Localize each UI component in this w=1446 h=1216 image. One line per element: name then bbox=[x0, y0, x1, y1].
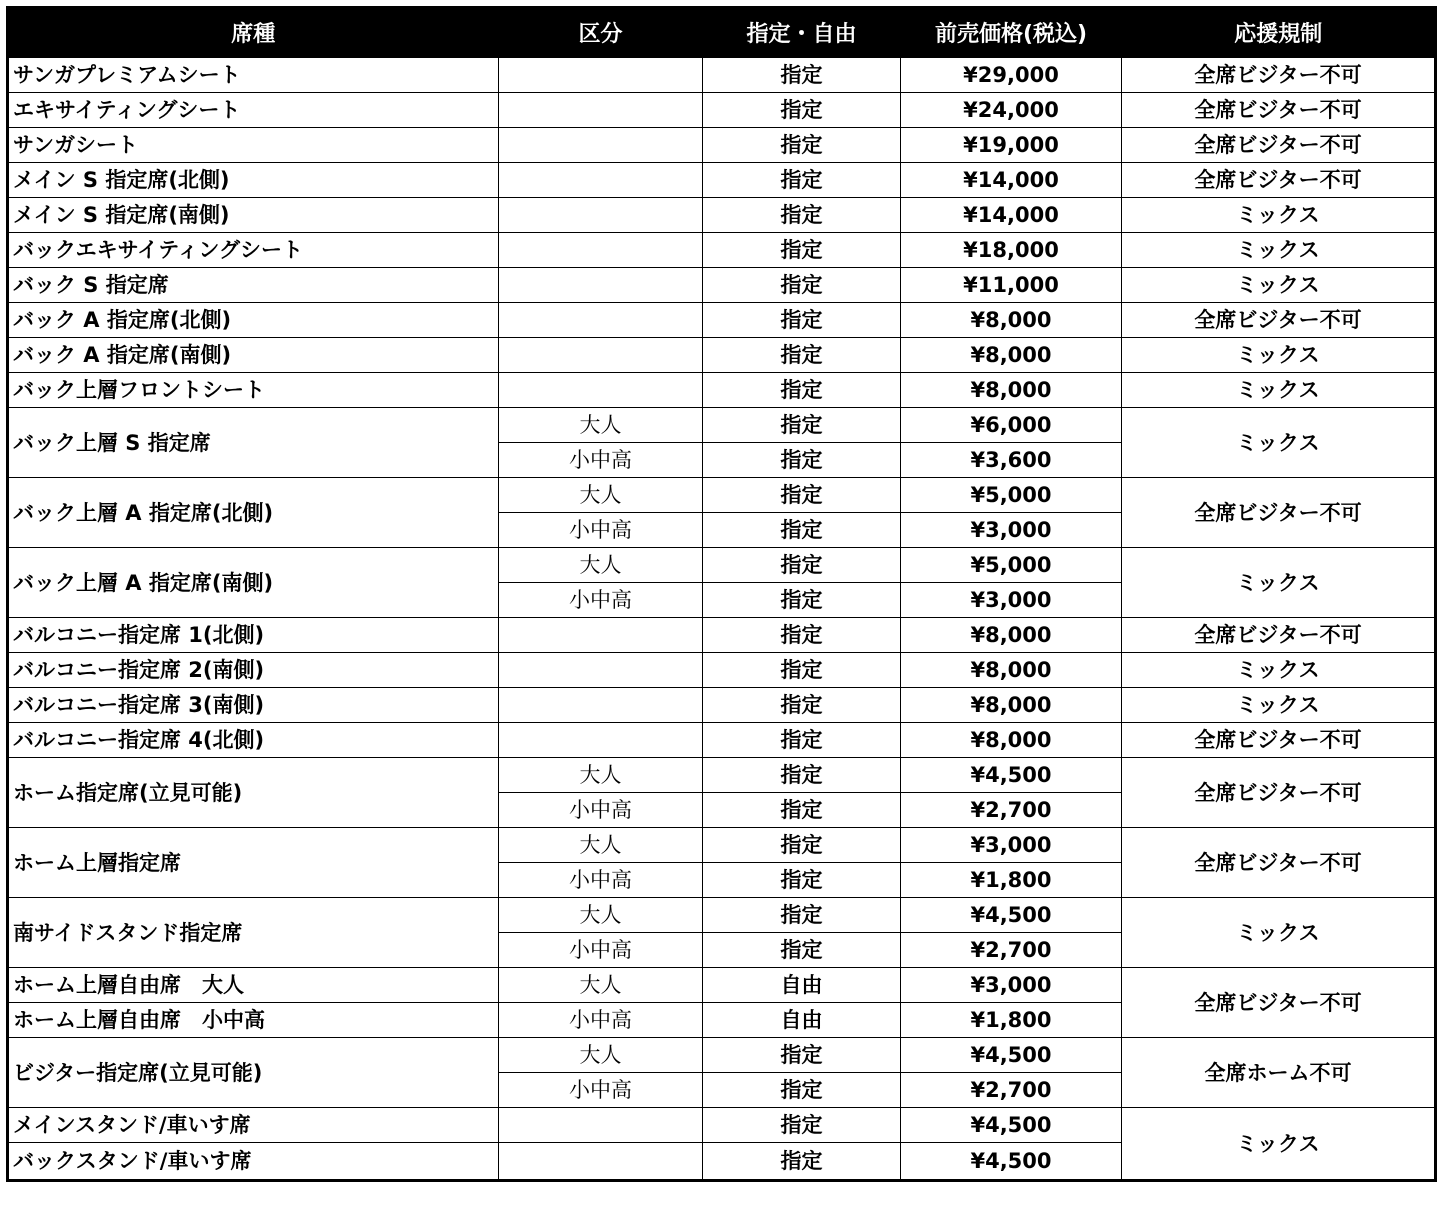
category-cell: 大人 bbox=[499, 408, 703, 443]
support-rule-cell: ミックス bbox=[1122, 198, 1436, 233]
seat-name-cell: バックエキサイティングシート bbox=[8, 233, 499, 268]
table-row bbox=[8, 758, 1436, 793]
support-rule-cell: ミックス bbox=[1122, 338, 1436, 373]
table-row bbox=[8, 128, 1436, 163]
ticket-price-table bbox=[6, 6, 1437, 1182]
category-cell bbox=[499, 268, 703, 303]
seat-name-cell: バック A 指定席(南側) bbox=[8, 338, 499, 373]
table-row bbox=[8, 93, 1436, 128]
category-cell bbox=[499, 233, 703, 268]
price-cell: ¥3,000 bbox=[901, 513, 1122, 548]
reserved-type-cell: 指定 bbox=[703, 443, 901, 478]
table-row bbox=[8, 163, 1436, 198]
reserved-type-cell: 指定 bbox=[703, 338, 901, 373]
seat-name-cell: メイン S 指定席(北側) bbox=[8, 163, 499, 198]
category-cell: 大人 bbox=[499, 758, 703, 793]
price-cell: ¥8,000 bbox=[901, 653, 1122, 688]
support-rule-cell: 全席ビジター不可 bbox=[1122, 968, 1436, 1038]
price-cell: ¥1,800 bbox=[901, 1003, 1122, 1038]
price-cell: ¥6,000 bbox=[901, 408, 1122, 443]
price-cell: ¥8,000 bbox=[901, 723, 1122, 758]
price-cell: ¥3,000 bbox=[901, 828, 1122, 863]
support-rule-cell: 全席ビジター不可 bbox=[1122, 163, 1436, 198]
reserved-type-cell: 指定 bbox=[703, 57, 901, 93]
reserved-type-cell: 指定 bbox=[703, 303, 901, 338]
category-cell bbox=[499, 338, 703, 373]
price-cell: ¥4,500 bbox=[901, 758, 1122, 793]
price-cell: ¥2,700 bbox=[901, 1073, 1122, 1108]
table-row bbox=[8, 828, 1436, 863]
seat-name-cell: 南サイドスタンド指定席 bbox=[8, 898, 499, 968]
header-advance-price: 前売価格(税込) bbox=[901, 8, 1122, 58]
table-row bbox=[8, 968, 1436, 1003]
table-row bbox=[8, 373, 1436, 408]
reserved-type-cell: 指定 bbox=[703, 863, 901, 898]
reserved-type-cell: 指定 bbox=[703, 758, 901, 793]
reserved-type-cell: 指定 bbox=[703, 1073, 901, 1108]
category-cell: 小中高 bbox=[499, 1073, 703, 1108]
price-cell: ¥14,000 bbox=[901, 198, 1122, 233]
reserved-type-cell: 指定 bbox=[703, 793, 901, 828]
reserved-type-cell: 指定 bbox=[703, 548, 901, 583]
seat-name-cell: バック上層 A 指定席(南側) bbox=[8, 548, 499, 618]
reserved-type-cell: 指定 bbox=[703, 233, 901, 268]
reserved-type-cell: 指定 bbox=[703, 1108, 901, 1143]
table-row bbox=[8, 198, 1436, 233]
support-rule-cell: 全席ビジター不可 bbox=[1122, 93, 1436, 128]
reserved-type-cell: 指定 bbox=[703, 513, 901, 548]
reserved-type-cell: 指定 bbox=[703, 583, 901, 618]
table-row bbox=[8, 688, 1436, 723]
seat-name-cell: バック上層フロントシート bbox=[8, 373, 499, 408]
support-rule-cell: 全席ビジター不可 bbox=[1122, 828, 1436, 898]
header-category: 区分 bbox=[499, 8, 703, 58]
seat-name-cell: ホーム上層自由席 小中高 bbox=[8, 1003, 499, 1038]
header-support-rule: 応援規制 bbox=[1122, 8, 1436, 58]
category-cell bbox=[499, 303, 703, 338]
category-cell bbox=[499, 198, 703, 233]
category-cell bbox=[499, 163, 703, 198]
price-cell: ¥14,000 bbox=[901, 163, 1122, 198]
category-cell bbox=[499, 1108, 703, 1143]
reserved-type-cell: 指定 bbox=[703, 128, 901, 163]
category-cell: 小中高 bbox=[499, 863, 703, 898]
table-row bbox=[8, 548, 1436, 583]
seat-name-cell: エキサイティングシート bbox=[8, 93, 499, 128]
price-cell: ¥8,000 bbox=[901, 373, 1122, 408]
category-cell: 小中高 bbox=[499, 933, 703, 968]
price-cell: ¥3,600 bbox=[901, 443, 1122, 478]
category-cell: 大人 bbox=[499, 828, 703, 863]
category-cell: 小中高 bbox=[499, 513, 703, 548]
support-rule-cell: 全席ビジター不可 bbox=[1122, 723, 1436, 758]
seat-name-cell: バックスタンド/車いす席 bbox=[8, 1143, 499, 1181]
reserved-type-cell: 指定 bbox=[703, 408, 901, 443]
reserved-type-cell: 指定 bbox=[703, 198, 901, 233]
seat-name-cell: バック上層 A 指定席(北側) bbox=[8, 478, 499, 548]
seat-name-cell: バルコニー指定席 3(南側) bbox=[8, 688, 499, 723]
seat-name-cell: サンガプレミアムシート bbox=[8, 57, 499, 93]
category-cell bbox=[499, 93, 703, 128]
price-cell: ¥19,000 bbox=[901, 128, 1122, 163]
category-cell bbox=[499, 618, 703, 653]
reserved-type-cell: 指定 bbox=[703, 933, 901, 968]
category-cell: 大人 bbox=[499, 548, 703, 583]
support-rule-cell: ミックス bbox=[1122, 1108, 1436, 1181]
reserved-type-cell: 指定 bbox=[703, 828, 901, 863]
price-cell: ¥3,000 bbox=[901, 583, 1122, 618]
table-row bbox=[8, 233, 1436, 268]
price-cell: ¥3,000 bbox=[901, 968, 1122, 1003]
category-cell: 小中高 bbox=[499, 1003, 703, 1038]
price-table-wrapper bbox=[6, 6, 1437, 1182]
reserved-type-cell: 指定 bbox=[703, 268, 901, 303]
support-rule-cell: ミックス bbox=[1122, 688, 1436, 723]
price-cell: ¥2,700 bbox=[901, 793, 1122, 828]
reserved-type-cell: 指定 bbox=[703, 653, 901, 688]
support-rule-cell: 全席ホーム不可 bbox=[1122, 1038, 1436, 1108]
reserved-type-cell: 指定 bbox=[703, 618, 901, 653]
category-cell: 小中高 bbox=[499, 583, 703, 618]
price-cell: ¥5,000 bbox=[901, 548, 1122, 583]
reserved-type-cell: 指定 bbox=[703, 688, 901, 723]
reserved-type-cell: 指定 bbox=[703, 1143, 901, 1181]
reserved-type-cell: 指定 bbox=[703, 478, 901, 513]
support-rule-cell: 全席ビジター不可 bbox=[1122, 478, 1436, 548]
category-cell: 小中高 bbox=[499, 443, 703, 478]
reserved-type-cell: 指定 bbox=[703, 898, 901, 933]
reserved-type-cell: 指定 bbox=[703, 373, 901, 408]
support-rule-cell: 全席ビジター不可 bbox=[1122, 618, 1436, 653]
seat-name-cell: メインスタンド/車いす席 bbox=[8, 1108, 499, 1143]
reserved-type-cell: 指定 bbox=[703, 93, 901, 128]
table-row bbox=[8, 478, 1436, 513]
category-cell bbox=[499, 688, 703, 723]
price-cell: ¥8,000 bbox=[901, 303, 1122, 338]
support-rule-cell: 全席ビジター不可 bbox=[1122, 128, 1436, 163]
price-cell: ¥4,500 bbox=[901, 1108, 1122, 1143]
price-cell: ¥4,500 bbox=[901, 1143, 1122, 1181]
table-body bbox=[8, 57, 1436, 1181]
table-row bbox=[8, 268, 1436, 303]
price-cell: ¥8,000 bbox=[901, 688, 1122, 723]
table-row bbox=[8, 1038, 1436, 1073]
category-cell: 大人 bbox=[499, 898, 703, 933]
price-cell: ¥29,000 bbox=[901, 57, 1122, 93]
category-cell bbox=[499, 128, 703, 163]
seat-name-cell: ホーム上層自由席 大人 bbox=[8, 968, 499, 1003]
support-rule-cell: ミックス bbox=[1122, 653, 1436, 688]
table-row bbox=[8, 898, 1436, 933]
support-rule-cell: ミックス bbox=[1122, 373, 1436, 408]
support-rule-cell: 全席ビジター不可 bbox=[1122, 758, 1436, 828]
price-cell: ¥1,800 bbox=[901, 863, 1122, 898]
price-cell: ¥2,700 bbox=[901, 933, 1122, 968]
seat-name-cell: バック A 指定席(北側) bbox=[8, 303, 499, 338]
table-row bbox=[8, 653, 1436, 688]
reserved-type-cell: 自由 bbox=[703, 1003, 901, 1038]
support-rule-cell: 全席ビジター不可 bbox=[1122, 303, 1436, 338]
category-cell: 大人 bbox=[499, 478, 703, 513]
reserved-type-cell: 指定 bbox=[703, 1038, 901, 1073]
seat-name-cell: サンガシート bbox=[8, 128, 499, 163]
seat-name-cell: ビジター指定席(立見可能) bbox=[8, 1038, 499, 1108]
price-cell: ¥24,000 bbox=[901, 93, 1122, 128]
category-cell: 小中高 bbox=[499, 793, 703, 828]
support-rule-cell: ミックス bbox=[1122, 548, 1436, 618]
category-cell bbox=[499, 723, 703, 758]
price-cell: ¥4,500 bbox=[901, 1038, 1122, 1073]
table-row bbox=[8, 57, 1436, 93]
price-cell: ¥4,500 bbox=[901, 898, 1122, 933]
table-row bbox=[8, 723, 1436, 758]
reserved-type-cell: 指定 bbox=[703, 723, 901, 758]
support-rule-cell: ミックス bbox=[1122, 233, 1436, 268]
seat-name-cell: バック上層 S 指定席 bbox=[8, 408, 499, 478]
table-header-row bbox=[8, 8, 1436, 58]
price-cell: ¥18,000 bbox=[901, 233, 1122, 268]
header-reserved-free: 指定・自由 bbox=[703, 8, 901, 58]
support-rule-cell: ミックス bbox=[1122, 408, 1436, 478]
price-cell: ¥8,000 bbox=[901, 618, 1122, 653]
seat-name-cell: メイン S 指定席(南側) bbox=[8, 198, 499, 233]
support-rule-cell: ミックス bbox=[1122, 898, 1436, 968]
seat-name-cell: バルコニー指定席 1(北側) bbox=[8, 618, 499, 653]
table-row bbox=[8, 338, 1436, 373]
category-cell: 大人 bbox=[499, 1038, 703, 1073]
category-cell bbox=[499, 373, 703, 408]
price-cell: ¥8,000 bbox=[901, 338, 1122, 373]
category-cell bbox=[499, 1143, 703, 1181]
header-seat-type: 席種 bbox=[8, 8, 499, 58]
reserved-type-cell: 指定 bbox=[703, 163, 901, 198]
category-cell bbox=[499, 57, 703, 93]
reserved-type-cell: 自由 bbox=[703, 968, 901, 1003]
price-cell: ¥5,000 bbox=[901, 478, 1122, 513]
seat-name-cell: ホーム指定席(立見可能) bbox=[8, 758, 499, 828]
support-rule-cell: 全席ビジター不可 bbox=[1122, 57, 1436, 93]
category-cell: 大人 bbox=[499, 968, 703, 1003]
support-rule-cell: ミックス bbox=[1122, 268, 1436, 303]
category-cell bbox=[499, 653, 703, 688]
table-row bbox=[8, 1108, 1436, 1143]
price-cell: ¥11,000 bbox=[901, 268, 1122, 303]
table-row bbox=[8, 408, 1436, 443]
seat-name-cell: バック S 指定席 bbox=[8, 268, 499, 303]
seat-name-cell: バルコニー指定席 2(南側) bbox=[8, 653, 499, 688]
seat-name-cell: ホーム上層指定席 bbox=[8, 828, 499, 898]
table-row bbox=[8, 618, 1436, 653]
seat-name-cell: バルコニー指定席 4(北側) bbox=[8, 723, 499, 758]
table-row bbox=[8, 303, 1436, 338]
